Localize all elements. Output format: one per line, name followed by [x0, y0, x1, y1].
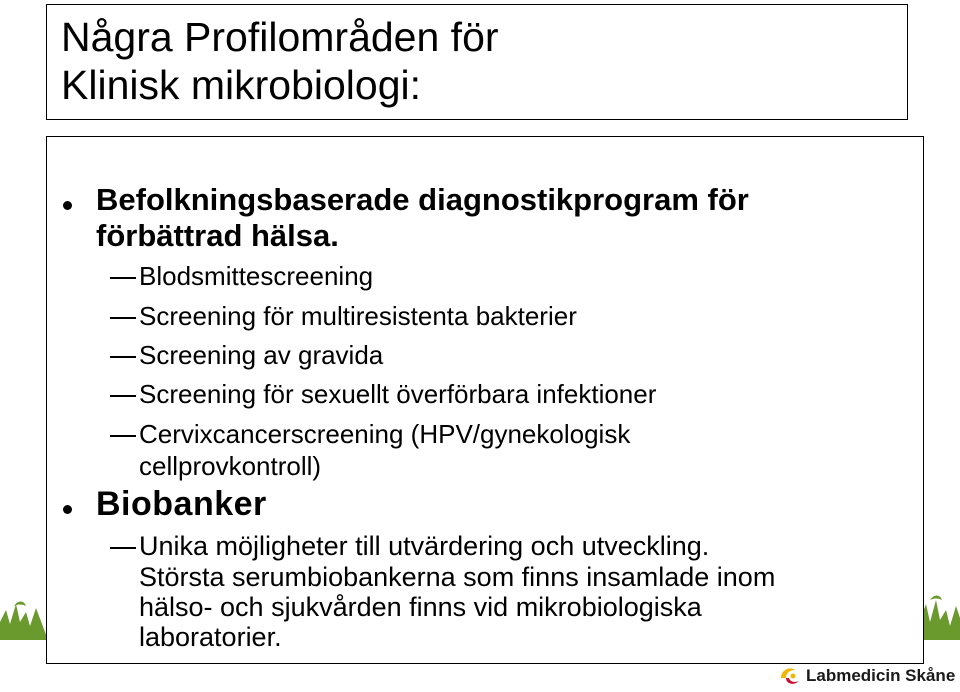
content-box — [46, 136, 924, 664]
section1-heading-line2: förbättrad hälsa. — [96, 218, 339, 253]
section1-item-5: Cervixcancerscreening (HPV/gynekologisk — [139, 419, 631, 449]
dash-item-1 — [110, 277, 136, 279]
section1-item-5-cont: cellprovkontroll) — [139, 451, 322, 481]
slide-title — [61, 13, 499, 109]
section2-line-1: Unika möjligheter till utvärdering och utveckling. — [139, 531, 710, 561]
dash-item-2 — [110, 317, 136, 319]
section1-item-3: Screening av gravida — [139, 340, 384, 370]
title-line-2: Klinisk mikrobiologi: — [61, 62, 422, 108]
dash-biobank — [110, 547, 136, 549]
section1-item-1: Blodsmittescreening — [139, 261, 374, 291]
bullet-section2 — [63, 505, 72, 514]
dash-item-3 — [110, 356, 136, 358]
dash-item-5 — [110, 435, 136, 437]
logo-text: Labmedicin Skåne — [806, 666, 956, 685]
dash-item-4 — [110, 395, 136, 397]
section1-item-2: Screening för multiresistenta bakterier — [139, 301, 577, 331]
labmedicin-logo — [778, 664, 955, 688]
section1-heading-line1: Befolkningsbaserade diagnostikprogram för — [96, 182, 749, 217]
bullet-section1 — [63, 201, 72, 210]
logo-mark-icon — [778, 664, 802, 688]
section2-line-2: Största serumbiobankerna som finns insamlade inom — [139, 562, 776, 592]
title-line-1: Några Profilområden för — [61, 14, 499, 60]
section2-heading: Biobanker — [96, 485, 267, 523]
section2-line-3: hälso- och sjukvården finns vid mikrobiologiska — [139, 592, 702, 622]
title-box — [46, 4, 908, 120]
section2-line-4: laboratorier. — [139, 622, 282, 652]
section1-item-4: Screening för sexuellt överförbara infektioner — [139, 379, 657, 409]
